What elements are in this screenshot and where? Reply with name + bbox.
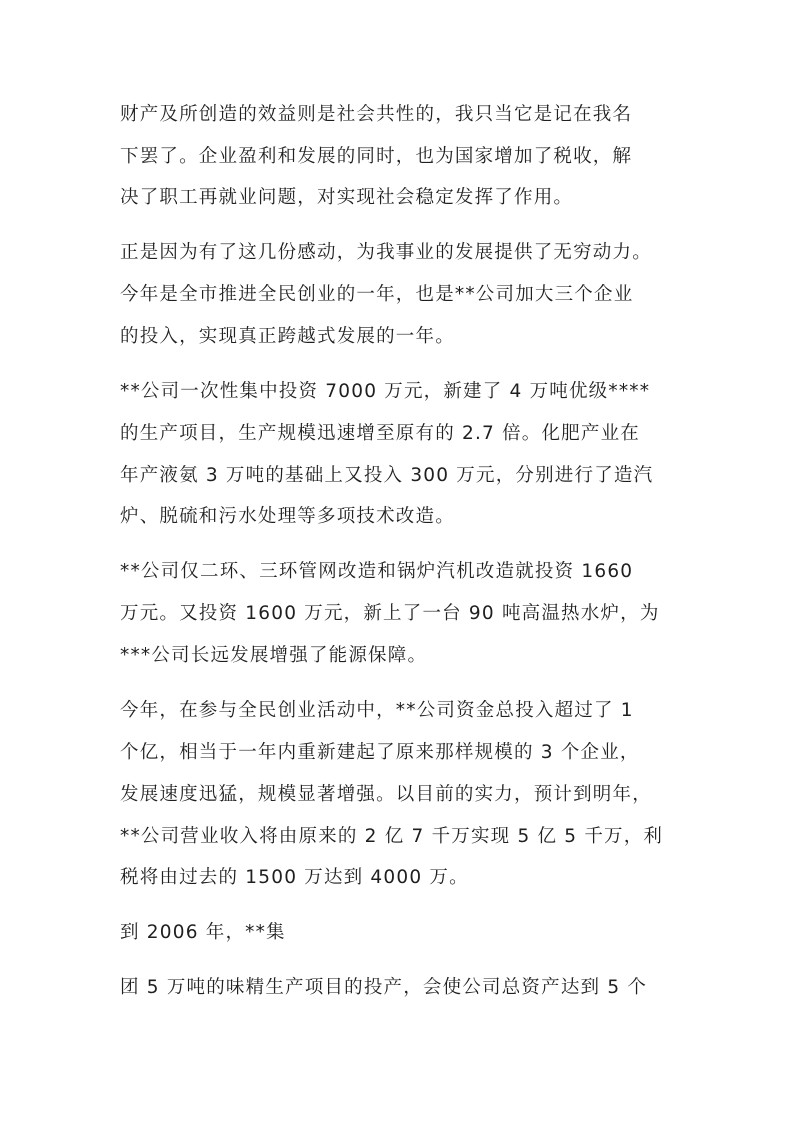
paragraph-line: 炉、脱硫和污水处理等多项技术改造。 <box>120 506 455 527</box>
paragraph-line: 发展速度迅猛，规模显著增强。以目前的实力，预计到明年， <box>120 784 652 805</box>
paragraph-line: ***公司长远发展增强了能源保障。 <box>120 645 428 666</box>
paragraph-line: 下罢了。企业盈利和发展的同时，也为国家增加了税收，解 <box>120 146 633 167</box>
paragraph-line: 正是因为有了这几份感动，为我事业的发展提供了无穷动力。 <box>120 242 652 263</box>
paragraph-line: 税将由过去的 1500 万达到 4000 万。 <box>120 867 469 888</box>
paragraph-line: 的生产项目，生产规模迅速增至原有的 2.7 倍。化肥产业在 <box>120 423 640 444</box>
paragraph-line: 财产及所创造的效益则是社会共性的，我只当它是记在我名 <box>120 104 633 125</box>
paragraph-line: 万元。又投资 1600 万元，新上了一台 90 吨高温热水炉，为 <box>120 603 660 624</box>
paragraph-line: 到 2006 年，**集 <box>120 922 286 943</box>
paragraph-line: **公司营业收入将由原来的 2 亿 7 千万实现 5 亿 5 千万，利 <box>120 826 664 847</box>
paragraph-line: **公司仅二环、三环管网改造和锅炉汽机改造就投资 1660 <box>120 561 634 582</box>
paragraph-line: **公司一次性集中投资 7000 万元，新建了 4 万吨优级**** <box>120 381 651 402</box>
paragraph-line: 年产液氨 3 万吨的基础上又投入 300 万元，分别进行了造汽 <box>120 465 654 486</box>
paragraph-line: 今年是全市推进全民创业的一年，也是**公司加大三个企业 <box>120 284 634 305</box>
paragraph-line: 的投入，实现真正跨越式发展的一年。 <box>120 326 455 347</box>
paragraph-line: 团 5 万吨的味精生产项目的投产，会使公司总资产达到 5 个 <box>120 977 648 998</box>
paragraph-line: 今年，在参与全民创业活动中，**公司资金总投入超过了 1 <box>120 700 634 721</box>
paragraph-line: 个亿，相当于一年内重新建起了原来那样规模的 3 个企业， <box>120 742 640 763</box>
paragraph-line: 决了职工再就业问题，对实现社会稳定发挥了作用。 <box>120 187 574 208</box>
